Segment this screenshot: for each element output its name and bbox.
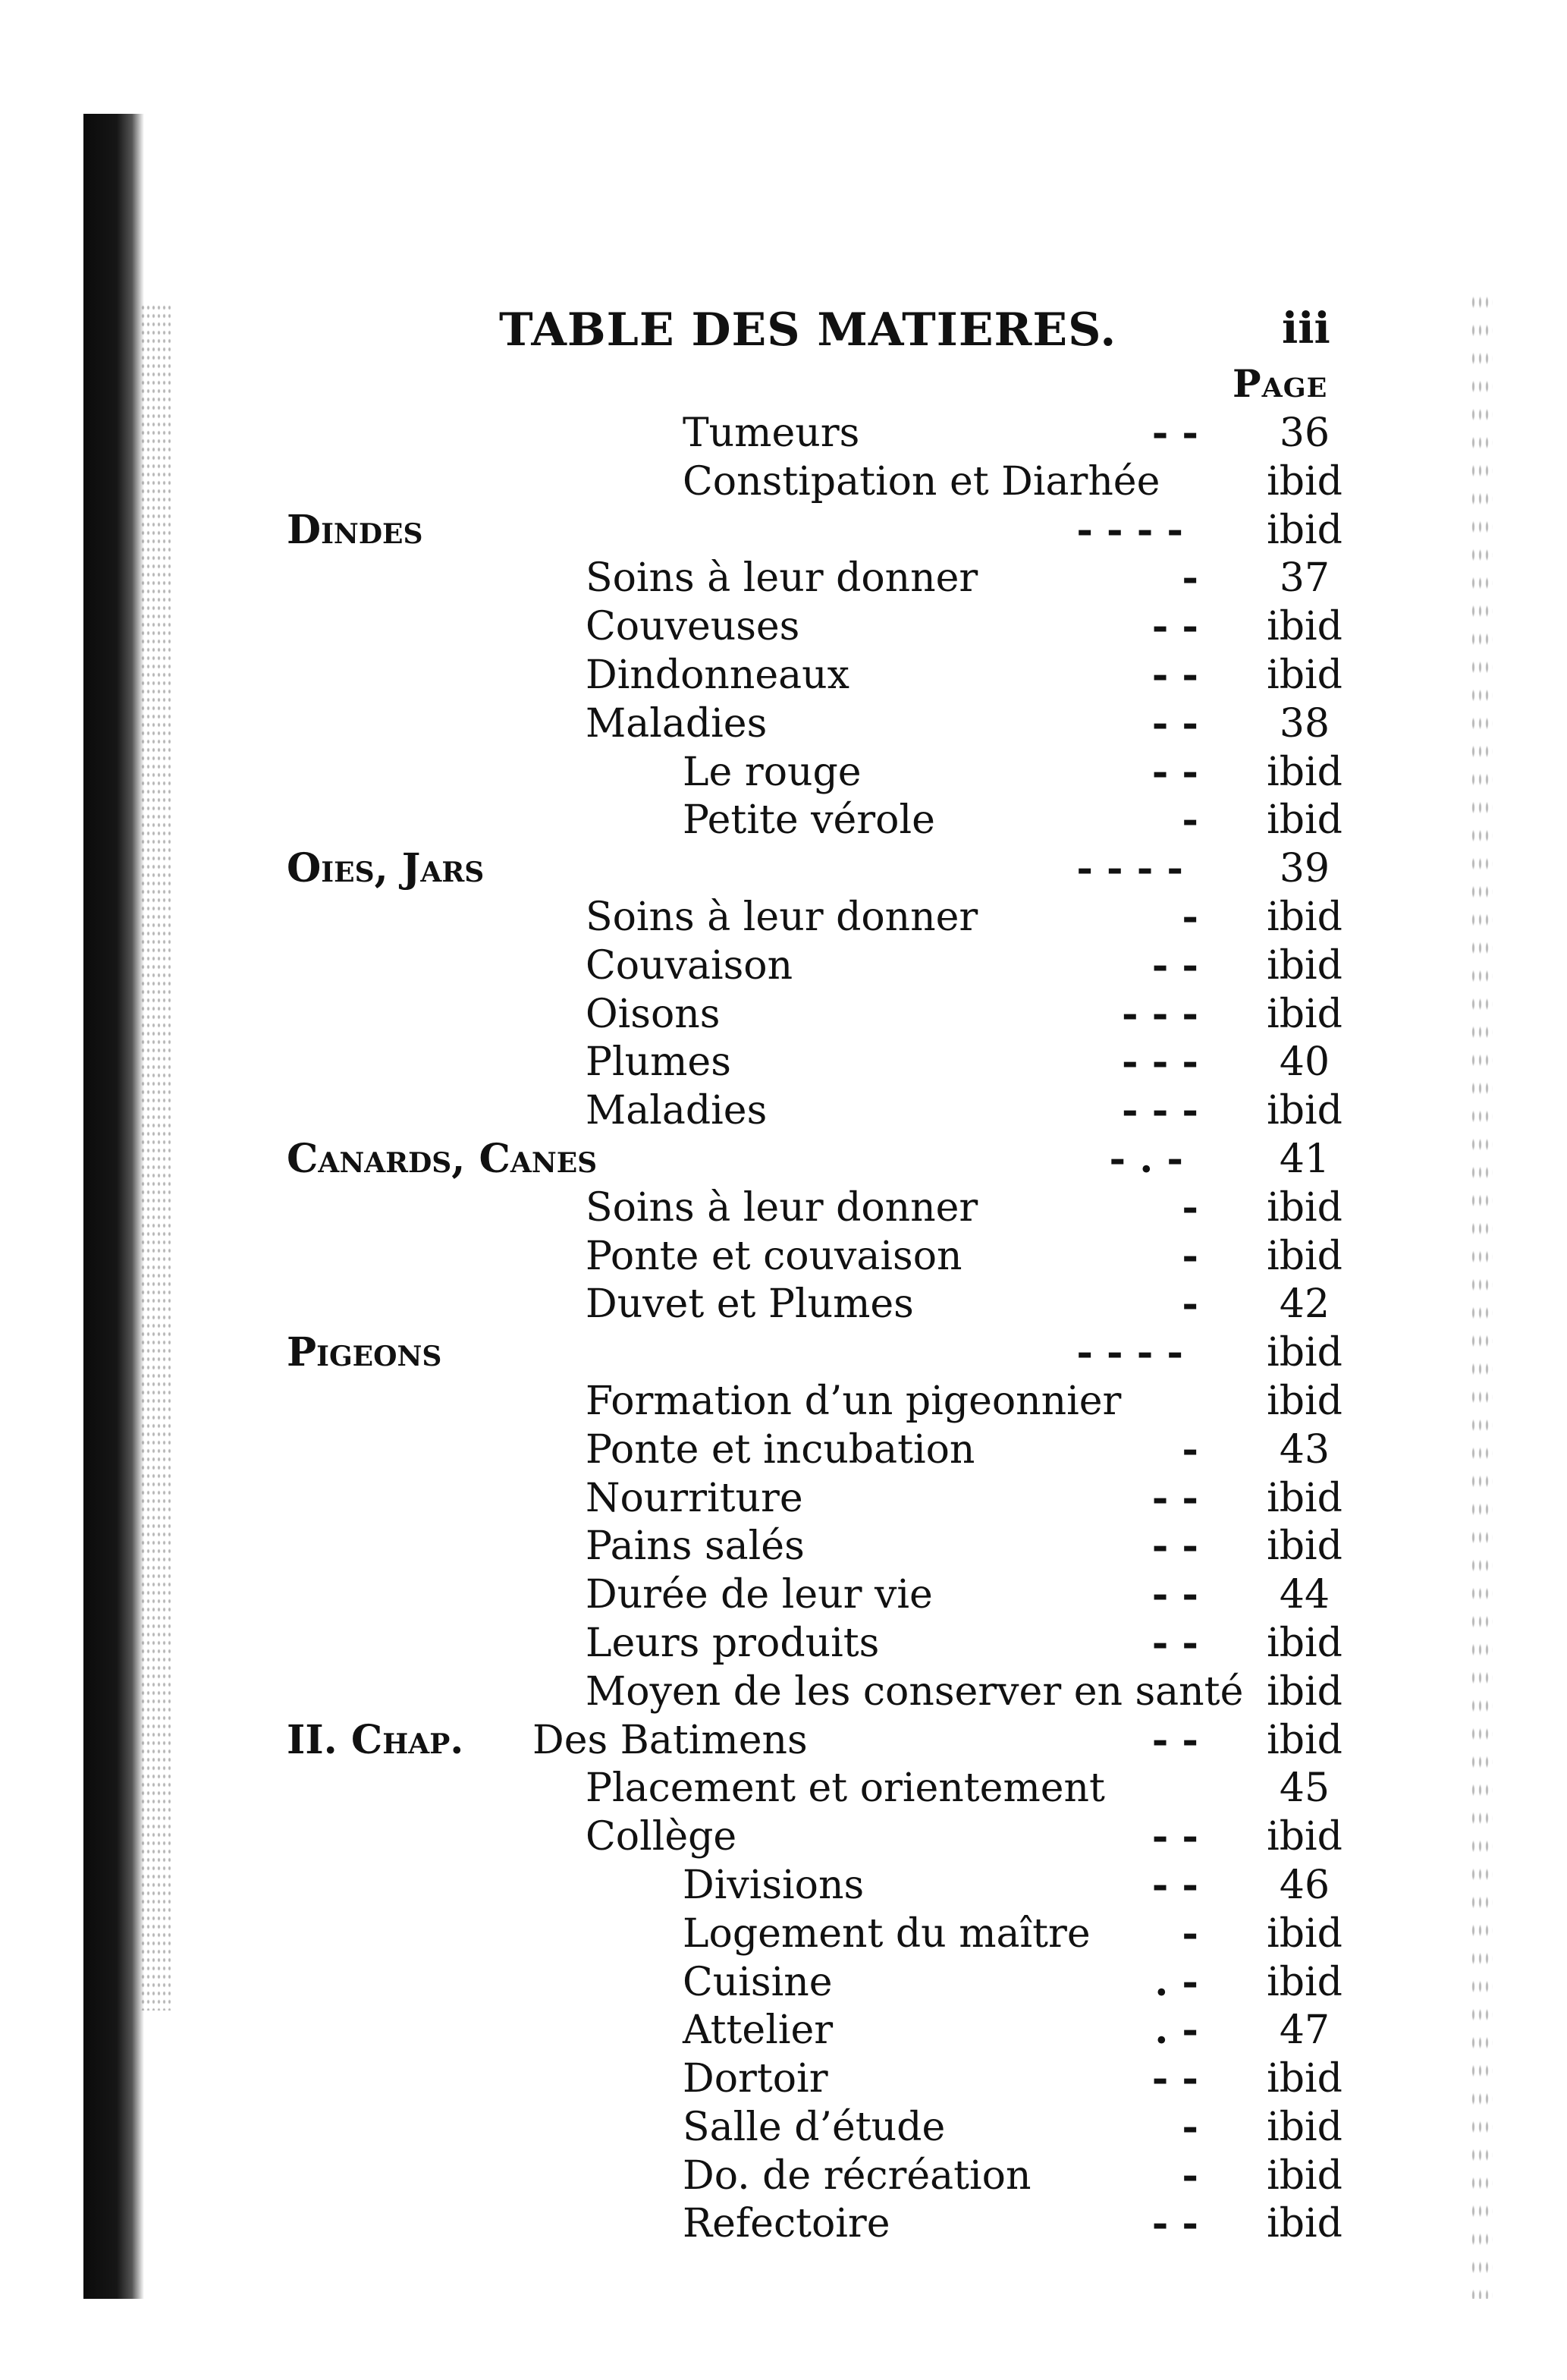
toc-row	[0, 894, 1567, 942]
toc-row	[0, 1910, 1567, 1959]
section-label: Canards, Canes	[287, 1135, 598, 1182]
leader-dashes: -	[1182, 1426, 1198, 1473]
toc-row	[0, 1765, 1567, 1813]
section-label: II. Chap.	[287, 1716, 464, 1763]
entry-title: Formation d’un pigeonnier	[586, 1378, 1122, 1424]
toc-row	[0, 991, 1567, 1039]
entry-title: Nourriture	[586, 1475, 803, 1521]
toc-row	[0, 1039, 1567, 1087]
section-label: Dindes	[287, 506, 423, 553]
toc-row	[0, 1136, 1567, 1184]
page-number: ibid	[1267, 894, 1342, 940]
leader-dashes: -	[1182, 797, 1198, 844]
page-number: ibid	[1267, 1233, 1342, 1279]
page-number: ibid	[1267, 1475, 1342, 1521]
page-number: 45	[1279, 1765, 1330, 1812]
entry-title: Dindonneaux	[586, 652, 849, 698]
page-number: ibid	[1267, 797, 1342, 844]
page-number: ibid	[1267, 507, 1342, 553]
toc-row	[0, 942, 1567, 991]
entry-title: Collège	[586, 1814, 737, 1860]
page-number: ibid	[1267, 458, 1342, 505]
entry-title: Do. de récréation	[683, 2152, 1032, 2199]
toc-row	[0, 1813, 1567, 1862]
entry-title: Constipation et Diarhée	[683, 458, 1160, 505]
page-number: ibid	[1267, 1910, 1342, 1957]
leader-dashes: - - -	[1122, 990, 1198, 1037]
entry-title: Cuisine	[683, 1959, 833, 2005]
leader-dashes: - -	[1151, 748, 1198, 795]
page-number: 47	[1279, 2007, 1330, 2054]
page-number: ibid	[1267, 1717, 1342, 1763]
leader-dashes: - -	[1151, 700, 1198, 747]
page-number: ibid	[1267, 2056, 1342, 2102]
toc-row	[0, 1426, 1567, 1475]
page-number: 39	[1279, 846, 1330, 892]
toc-row	[0, 1959, 1567, 2007]
leader-dashes: - -	[1151, 942, 1198, 989]
entry-title: Dortoir	[683, 2056, 828, 2102]
entry-title: Soins à leur donner	[586, 1184, 978, 1231]
toc-row	[0, 1281, 1567, 1329]
leader-dashes: - -	[1151, 603, 1198, 650]
page-number: ibid	[1267, 1814, 1342, 1860]
entry-title: Durée de leur vie	[586, 1572, 933, 1618]
toc-row	[0, 1378, 1567, 1426]
leader-dashes: -	[1182, 893, 1198, 940]
toc-row	[0, 1233, 1567, 1281]
leader-dashes: - - - -	[1076, 1329, 1183, 1376]
leader-dashes: -	[1182, 1184, 1198, 1231]
page-number: ibid	[1267, 1620, 1342, 1666]
leader-dashes: - -	[1151, 1523, 1198, 1570]
leader-dashes: - -	[1151, 1571, 1198, 1618]
page-number: ibid	[1267, 2201, 1342, 2247]
page-number: ibid	[1267, 991, 1342, 1037]
toc-row	[0, 2104, 1567, 2152]
page-header	[0, 303, 1567, 372]
entry-title: Logement du maître	[683, 1910, 1091, 1957]
leader-dashes: -	[1182, 2103, 1198, 2150]
entry-title: Plumes	[586, 1039, 731, 1086]
leader-dashes: - - - -	[1076, 506, 1183, 553]
toc-row	[0, 555, 1567, 603]
page-number: ibid	[1267, 2152, 1342, 2199]
page-number: 37	[1279, 555, 1330, 602]
entry-title: Des Batimens	[532, 1717, 808, 1763]
leader-dashes: . -	[1154, 2007, 1198, 2054]
page-number: 42	[1279, 1281, 1330, 1328]
page-number: 38	[1279, 700, 1330, 747]
leader-dashes: - -	[1151, 2055, 1198, 2102]
page-number: ibid	[1267, 749, 1342, 795]
toc-row	[0, 1620, 1567, 1668]
toc-row	[0, 1571, 1567, 1620]
toc-row	[0, 2200, 1567, 2249]
leader-dashes: - -	[1151, 1474, 1198, 1521]
entry-title: Petite vérole	[683, 797, 935, 844]
toc-row	[0, 1087, 1567, 1136]
leader-dashes: - -	[1151, 1619, 1198, 1666]
entry-title: Attelier	[683, 2007, 834, 2054]
leader-dashes: - - -	[1122, 1039, 1198, 1086]
toc-row	[0, 1668, 1567, 1717]
toc-row	[0, 845, 1567, 894]
page-number: ibid	[1267, 1088, 1342, 1134]
leader-dashes: - -	[1151, 651, 1198, 698]
section-label: Oies, Jars	[287, 845, 485, 892]
page-number: 40	[1279, 1039, 1330, 1086]
leader-dashes: - . -	[1109, 1135, 1183, 1182]
entry-title: Duvet et Plumes	[586, 1281, 914, 1328]
entry-title: Le rouge	[683, 749, 862, 795]
toc-row	[0, 1329, 1567, 1378]
page-number: ibid	[1267, 652, 1342, 698]
entry-title: Ponte et couvaison	[586, 1233, 962, 1279]
page-number: ibid	[1267, 1184, 1342, 1231]
page-number: 46	[1279, 1862, 1330, 1908]
page-number: ibid	[1267, 604, 1342, 650]
leader-dashes: -	[1182, 555, 1198, 602]
toc-row	[0, 700, 1567, 749]
toc-row	[0, 1475, 1567, 1523]
page-number: 43	[1279, 1426, 1330, 1473]
toc-row	[0, 1523, 1567, 1571]
leader-dashes: . -	[1154, 1958, 1198, 2005]
page-number: ibid	[1267, 942, 1342, 989]
page-number: ibid	[1267, 2104, 1342, 2150]
page-number: ibid	[1267, 1330, 1342, 1376]
leader-dashes: - -	[1151, 2200, 1198, 2247]
toc-row	[0, 603, 1567, 652]
entry-title: Couveuses	[586, 604, 800, 650]
page-number: 41	[1279, 1136, 1330, 1182]
toc-row	[0, 2055, 1567, 2104]
entry-title: Pains salés	[586, 1523, 805, 1570]
page-number: ibid	[1267, 1668, 1342, 1715]
table-of-contents	[0, 410, 1567, 2249]
leader-dashes: - -	[1151, 410, 1198, 456]
toc-row	[0, 749, 1567, 797]
entry-title: Divisions	[683, 1862, 865, 1908]
leader-dashes: -	[1182, 1281, 1198, 1328]
page-number: ibid	[1267, 1523, 1342, 1570]
page-column-heading: Page	[1233, 361, 1328, 406]
entry-title: Oisons	[586, 991, 721, 1037]
toc-row	[0, 1717, 1567, 1765]
entry-title: Maladies	[586, 1088, 768, 1134]
leader-dashes: -	[1182, 2152, 1198, 2199]
leader-dashes: - - -	[1122, 1087, 1198, 1134]
entry-title: Placement et orientement	[586, 1765, 1105, 1812]
toc-row	[0, 2152, 1567, 2201]
leader-dashes: -	[1182, 1232, 1198, 1279]
entry-title: Maladies	[586, 700, 768, 747]
toc-row	[0, 652, 1567, 700]
toc-row	[0, 2007, 1567, 2055]
entry-title: Leurs produits	[586, 1620, 880, 1666]
leader-dashes: -	[1182, 1910, 1198, 1957]
section-label: Pigeons	[287, 1329, 442, 1376]
toc-row	[0, 1862, 1567, 1910]
toc-row	[0, 797, 1567, 845]
leader-dashes: - -	[1151, 1861, 1198, 1908]
toc-row	[0, 458, 1567, 507]
entry-title: Soins à leur donner	[586, 555, 978, 602]
page-number: 44	[1279, 1572, 1330, 1618]
leader-dashes: - - - -	[1076, 845, 1183, 892]
page-number: ibid	[1267, 1959, 1342, 2005]
entry-title: Refectoire	[683, 2201, 890, 2247]
entry-title: Couvaison	[586, 942, 793, 989]
folio-number: iii	[1282, 303, 1330, 354]
toc-row	[0, 507, 1567, 555]
page-title: TABLE DES MATIERES.	[499, 303, 1117, 357]
leader-dashes: - -	[1151, 1716, 1198, 1763]
entry-title: Ponte et incubation	[586, 1426, 975, 1473]
toc-row	[0, 1184, 1567, 1233]
entry-title: Tumeurs	[683, 410, 860, 456]
leader-dashes: - -	[1151, 1813, 1198, 1860]
toc-row	[0, 410, 1567, 458]
page-number: ibid	[1267, 1378, 1342, 1424]
entry-title: Moyen de les conserver en santé	[586, 1668, 1244, 1715]
entry-title: Salle d’étude	[683, 2104, 946, 2150]
page-number: 36	[1279, 410, 1330, 456]
entry-title: Soins à leur donner	[586, 894, 978, 940]
